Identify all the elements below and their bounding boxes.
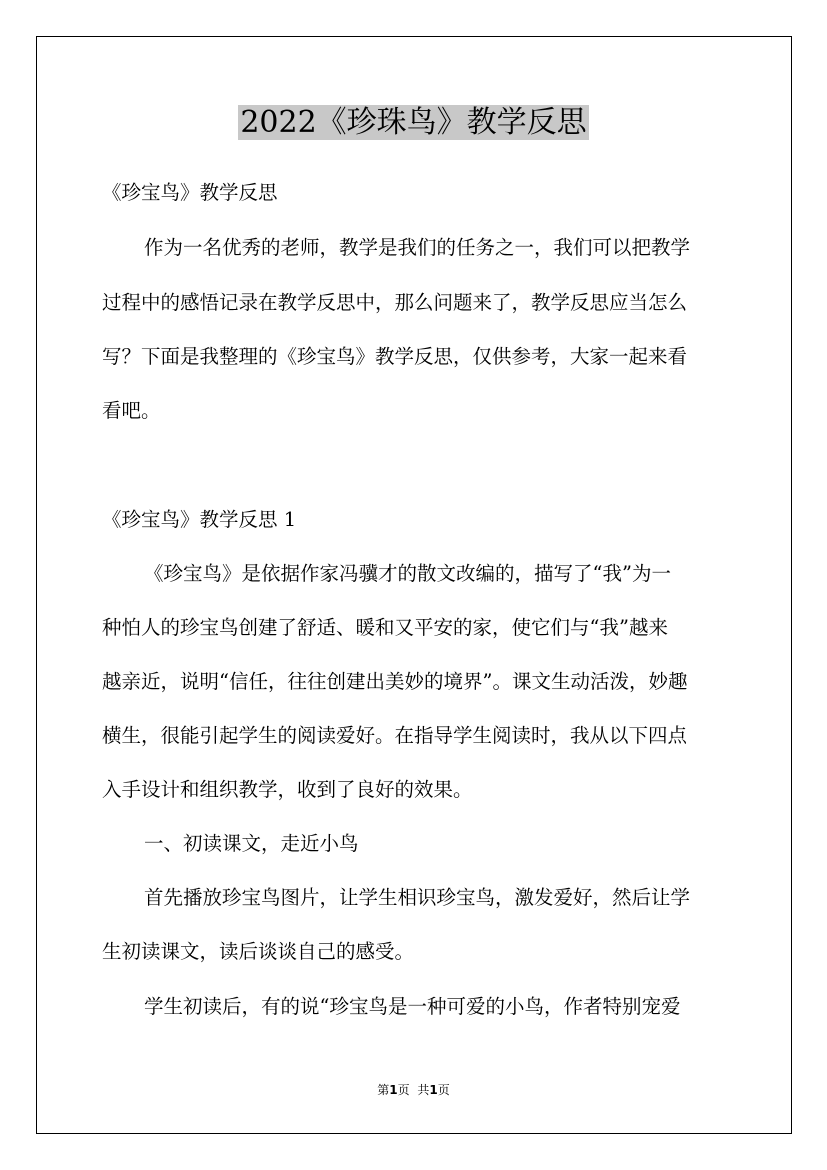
paragraph-line: 横生，很能引起学生的阅读爱好。在指导学生阅读时，我从以下四点 (102, 724, 688, 747)
footer-page-label: 第 (377, 1083, 390, 1097)
document-title (0, 101, 827, 145)
footer-total-unit: 页 (437, 1083, 450, 1097)
paragraph-line: 学生初读后，有的说“珍宝鸟是一种可爱的小鸟，作者特别宠爱 (144, 995, 681, 1018)
paragraph-line: 首先播放珍宝鸟图片，让学生相识珍宝鸟，激发爱好，然后让学 (144, 886, 691, 909)
section-heading: 《珍宝鸟》教学反思 1 (102, 508, 297, 531)
paragraph-line: 看吧。 (102, 399, 161, 422)
subsection-heading: 一、初读课文，走近小鸟 (144, 832, 359, 855)
paragraph-line: 生初读课文，读后谈谈自己的感受。 (102, 940, 415, 963)
page-footer (0, 1082, 827, 1098)
paragraph-line: 种怕人的珍宝鸟创建了舒适、暖和又平安的家，使它们与“我”越来 (102, 616, 668, 639)
footer-page-unit: 页 (397, 1083, 410, 1097)
paragraph-line: 《珍宝鸟》是依据作家冯骥才的散文改编的，描写了“我”为一 (144, 562, 671, 585)
footer-page-current: 1 (389, 1083, 398, 1097)
paragraph-line: 越亲近，说明“信任，往往创建出美妙的境界”。课文生动活泼，妙趣 (102, 670, 688, 693)
paragraph-line: 写？下面是我整理的《珍宝鸟》教学反思，仅供参考，大家一起来看 (102, 345, 688, 368)
section-heading: 《珍宝鸟》教学反思 (102, 181, 278, 204)
paragraph-line: 过程中的感悟记录在教学反思中，那么问题来了，教学反思应当怎么 (102, 291, 688, 314)
footer-page-total: 1 (429, 1083, 438, 1097)
paragraph-line: 作为一名优秀的老师，教学是我们的任务之一，我们可以把教学 (144, 236, 691, 259)
paragraph-line: 入手设计和组织教学，收到了良好的效果。 (102, 778, 473, 801)
footer-total-label: 共 (417, 1083, 430, 1097)
document-title-text: 2022《珍珠鸟》教学反思 (240, 105, 587, 140)
